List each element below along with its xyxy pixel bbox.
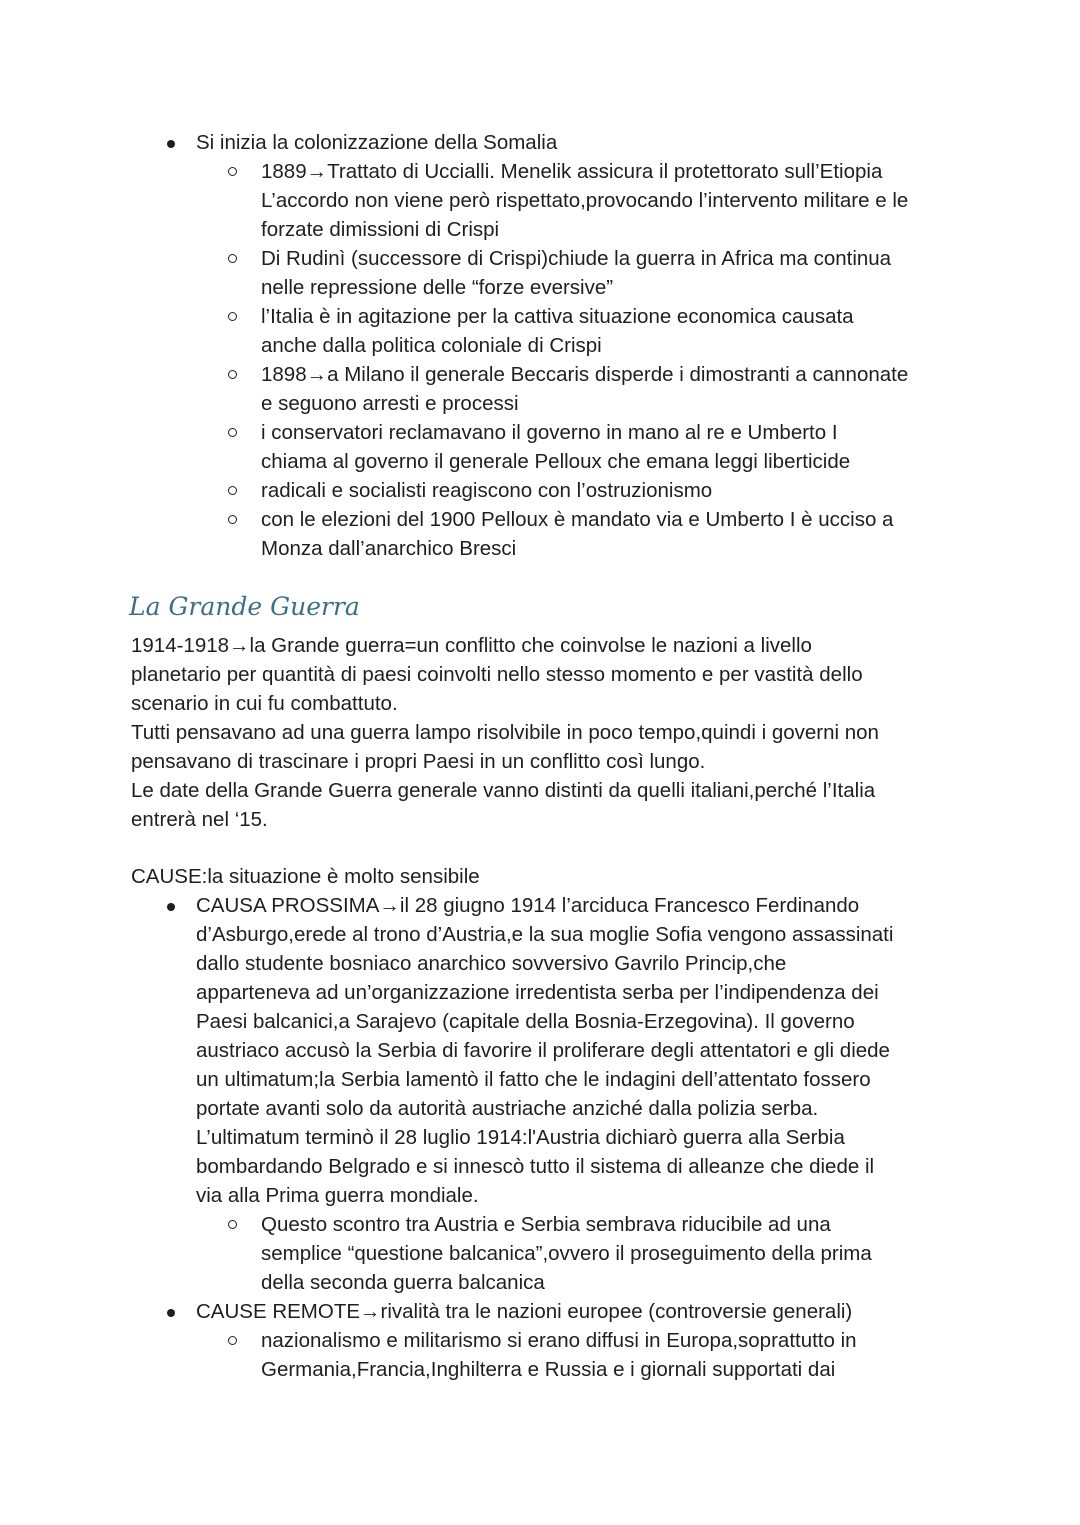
sub-bullet-text: nelle repressione delle “forze eversive” [261,276,614,299]
circle-bullet-icon [228,428,237,437]
sub-bullet-text: l’Italia è in agitazione per la cattiva situazione economica causata [261,305,854,328]
paragraph-line: scenario in cui fu combattuto. [131,692,398,715]
circle-bullet-icon [228,254,237,263]
sub-bullet-text: con le elezioni del 1900 Pelloux è mandato via e Umberto I è ucciso a [261,508,894,531]
cause-title: CAUSE:la situazione è molto sensibile [131,865,480,888]
bullet-text: L’ultimatum terminò il 28 luglio 1914:l'Austria dichiarò guerra alla Serbia [196,1126,845,1149]
bullet-text: austriaco accusò la Serbia di favorire il proliferare degli attentatori e gli diede [196,1039,890,1062]
sub-bullet-text: L’accordo non viene però rispettato,provocando l’intervento militare e le [261,189,909,212]
sub-bullet-text: Germania,Francia,Inghilterra e Russia e i giornali supportati dai [261,1358,836,1381]
section-heading: La Grande Guerra [129,592,360,621]
sub-bullet-text: Di Rudinì (successore di Crispi)chiude la guerra in Africa ma continua [261,247,892,270]
paragraph-line: Le date della Grande Guerra generale vanno distinti da quelli italiani,perché l’Italia [131,779,876,802]
bullet-icon [167,903,175,911]
bullet-text: CAUSA PROSSIMA→il 28 giugno 1914 l’arciduca Francesco Ferdinando [196,894,860,917]
bullet-text: bombardando Belgrado e si innescò tutto il sistema di alleanze che diede il [196,1155,875,1178]
sub-bullet-text: radicali e socialisti reagiscono con l’ostruzionismo [261,479,713,502]
sub-bullet-text: i conservatori reclamavano il governo in mano al re e Umberto I [261,421,838,444]
sub-bullet-text: 1898→a Milano il generale Beccaris disperde i dimostranti a cannonate [261,363,909,386]
bullet-text: Si inizia la colonizzazione della Somalia [196,131,558,154]
bullet-text: dallo studente bosniaco anarchico sovversivo Gavrilo Princip,che [196,952,787,975]
sub-bullet-text: forzate dimissioni di Crispi [261,218,500,241]
circle-bullet-icon [228,486,237,495]
sub-bullet-text: 1889→Trattato di Uccialli. Menelik assicura il protettorato sull’Etiopia [261,160,883,183]
bullet-icon [167,140,175,148]
paragraph-line: 1914-1918→la Grande guerra=un conflitto che coinvolse le nazioni a livello [131,634,812,657]
sub-bullet-text: della seconda guerra balcanica [261,1271,545,1294]
sub-bullet-text: anche dalla politica coloniale di Crispi [261,334,602,357]
paragraph-line: planetario per quantità di paesi coinvolti nello stesso momento e per vastità dello [131,663,863,686]
sub-bullet-text: nazionalismo e militarismo si erano diffusi in Europa,soprattutto in [261,1329,857,1352]
bullet-text: un ultimatum;la Serbia lamentò il fatto che le indagini dell’attentato fossero [196,1068,871,1091]
sub-bullet-text: semplice “questione balcanica”,ovvero il proseguimento della prima [261,1242,872,1265]
sub-bullet-text: Monza dall’anarchico Bresci [261,537,517,560]
bullet-text: portate avanti solo da autorità austriache anziché dalla polizia serba. [196,1097,819,1120]
paragraph-line: entrerà nel ‘15. [131,808,268,831]
paragraph-line: Tutti pensavano ad una guerra lampo risolvibile in poco tempo,quindi i governi non [131,721,879,744]
circle-bullet-icon [228,1336,237,1345]
bullet-text: CAUSE REMOTE→rivalità tra le nazioni europee (controversie generali) [196,1300,853,1323]
bullet-text: Paesi balcanici,a Sarajevo (capitale della Bosnia-Erzegovina). Il governo [196,1010,855,1033]
bullet-text: d’Asburgo,erede al trono d’Austria,e la sua moglie Sofia vengono assassinati [196,923,894,946]
bullet-text: apparteneva ad un’organizzazione irredentista serba per l’indipendenza dei [196,981,879,1004]
sub-bullet-text: Questo scontro tra Austria e Serbia sembrava riducibile ad una [261,1213,831,1236]
sub-bullet-text: e seguono arresti e processi [261,392,519,415]
sub-bullet-text: chiama al governo il generale Pelloux che emana leggi liberticide [261,450,851,473]
bullet-text: via alla Prima guerra mondiale. [196,1184,479,1207]
paragraph-line: pensavano di trascinare i propri Paesi in un conflitto così lungo. [131,750,706,773]
bullet-icon [167,1309,175,1317]
circle-bullet-icon [228,312,237,321]
circle-bullet-icon [228,167,237,176]
circle-bullet-icon [228,515,237,524]
circle-bullet-icon [228,370,237,379]
circle-bullet-icon [228,1220,237,1229]
